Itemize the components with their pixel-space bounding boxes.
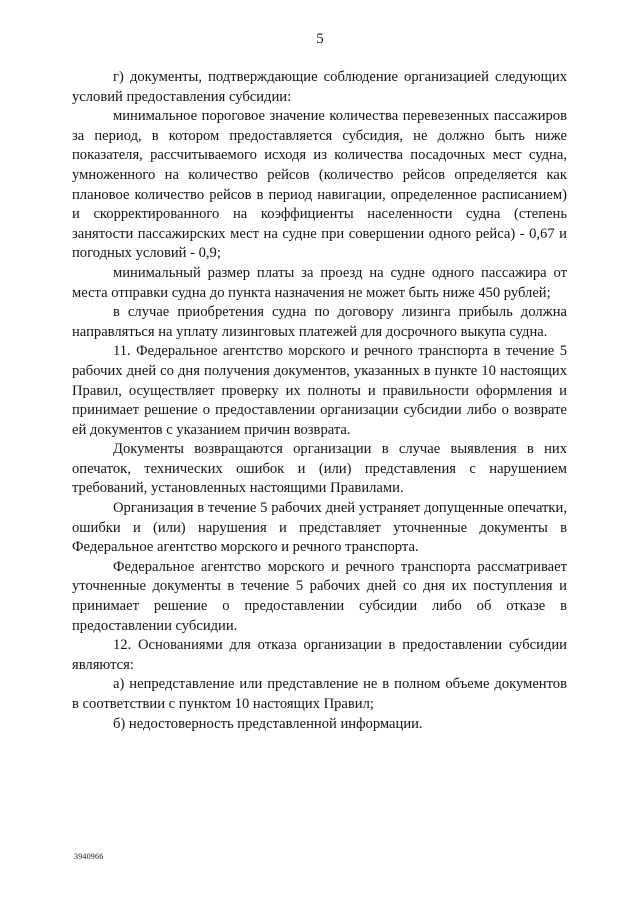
- paragraph-b-inaccuracy: б) недостоверность представленной информации.: [113, 715, 423, 732]
- paragraph-agency-review: Федеральное агентство морского и речного транспорта рассматривает уточненные документы в течение 5 рабочих дней со дня их поступления и принимает решение о предоставлении субсидии либо об отказе в предоставлении субсидии.: [72, 558, 567, 634]
- paragraph-12-refusal-grounds: 12. Основаниями для отказа организации в предоставлении субсидии являются:: [72, 637, 567, 673]
- paragraph-minimum-fare: минимальный размер платы за проезд на судне одного пассажира от места отправки судна до пункта назначения не может быть ниже 450 рублей;: [72, 264, 567, 301]
- paragraph-11-review: 11. Федеральное агентство морского и речного транспорта в течение 5 рабочих дней со дня получения документов, указанных в пункте 10 настоящих Правил, осуществляет проверку их полноты и правильности оформления и принимает решение о предоставлении организации субсидии либо о возврате ей документов с указанием причин возврата.: [72, 343, 567, 438]
- paragraph-corrections: Организация в течение 5 рабочих дней устраняет допущенные опечатки, ошибки и (или) нарушения и представляет уточненные документы в Федеральное агентство морского и речного транспорта.: [72, 500, 567, 556]
- paragraph-g-documents: г) документы, подтверждающие соблюдение организацией следующих условий предоставления субсидии:: [72, 69, 567, 105]
- paragraph-a-non-submission: а) непредставление или представление не в полном объеме документов в соответствии с пунктом 10 настоящих Правил;: [72, 676, 567, 712]
- paragraph-leasing: в случае приобретения судна по договору лизинга прибыль должна направляться на уплату лизинговых платежей для досрочного выкупа судна.: [72, 304, 567, 340]
- paragraph-documents-returned: Документы возвращаются организации в случае выявления в них опечаток, технических ошибок и (или) представления с нарушением требований, установленных настоящими Правилами.: [72, 441, 567, 497]
- page-number: 5: [316, 31, 324, 47]
- document-code: 3940966: [74, 852, 104, 861]
- document-body: [72, 68, 567, 734]
- paragraph-passenger-threshold: минимальное пороговое значение количества перевезенных пассажиров за период, в котором предоставляется субсидия, не должно быть ниже показателя, рассчитываемого исходя из количества посадочных мест судна, умноженного на количество рейсов (количество рейсов определяется как плановое количество рейсов в период навигации, определенное расписанием) и скорректированного на коэффициенты населенности судна (степень занятости пассажирских мест на судне при совершении одного рейса) - 0,67 и погодных условий - 0,9;: [72, 108, 567, 262]
